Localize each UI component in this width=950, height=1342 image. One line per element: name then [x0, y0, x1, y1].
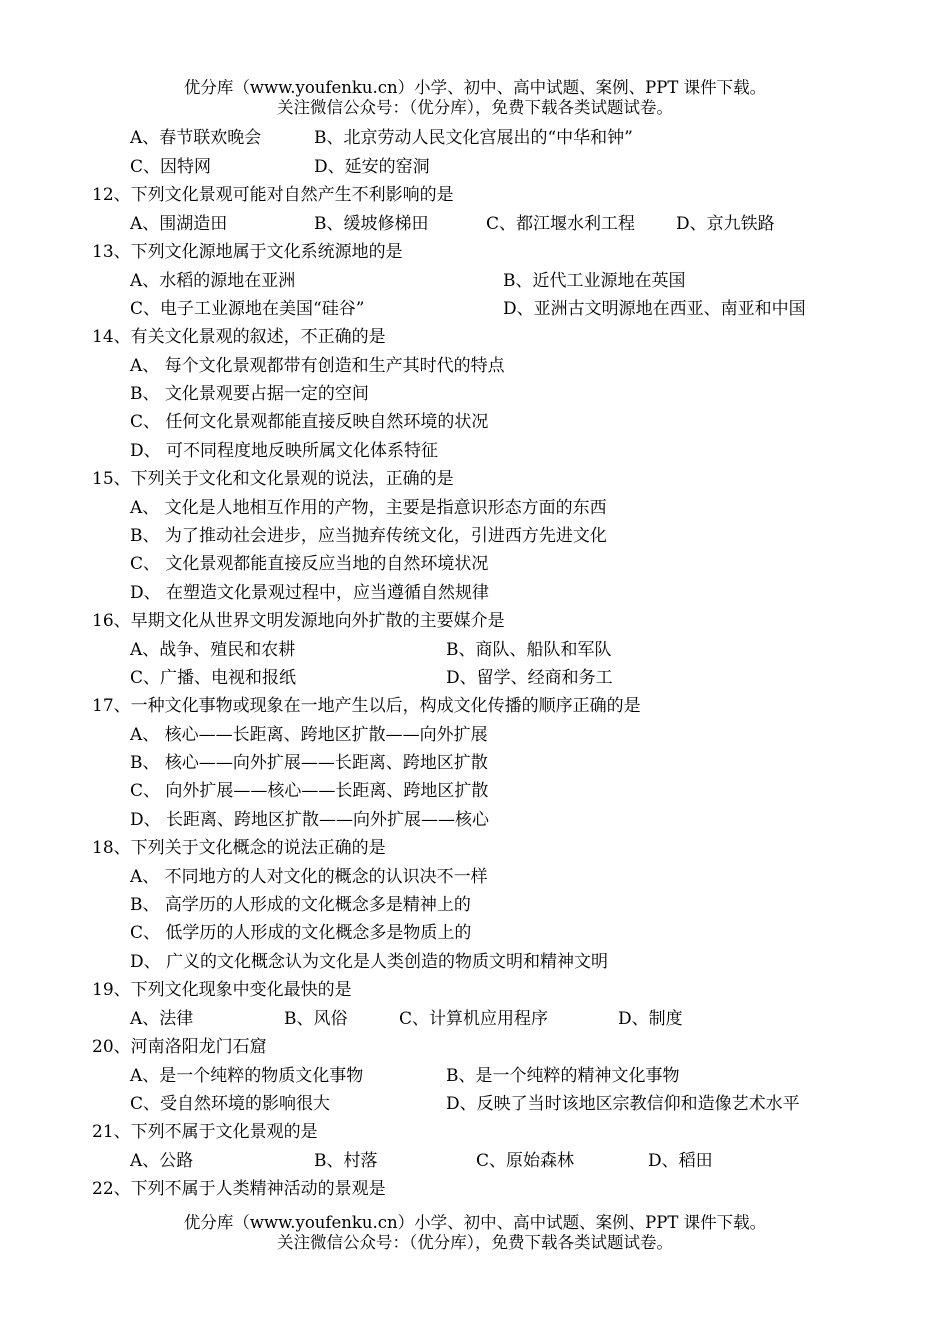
header-line-1: 优分库（www.youfenku.cn）小学、初中、高中试题、案例、PPT 课件下载。: [183, 78, 767, 97]
option-d: D、亚洲古文明源地在西亚、南亚和中国: [503, 299, 806, 319]
option-b: B、 高学历的人形成的文化概念多是精神上的: [130, 895, 471, 915]
option-b: B、村落: [314, 1151, 378, 1171]
option-a: A、是一个纯粹的物质文化事物: [130, 1066, 364, 1086]
option-d: D、延安的窑洞: [314, 157, 430, 177]
question-stem: 22、下列不属于人类精神活动的景观是: [92, 1179, 386, 1199]
option-a: A、 每个文化景观都带有创造和生产其时代的特点: [130, 356, 505, 376]
option-a: A、春节联欢晚会: [130, 128, 262, 148]
footer-line-1: 优分库（www.youfenku.cn）小学、初中、高中试题、案例、PPT 课件下载。: [183, 1213, 767, 1232]
option-a: A、 文化是人地相互作用的产物，主要是指意识形态方面的东西: [130, 498, 607, 518]
option-a: A、 不同地方的人对文化的概念的认识决不一样: [130, 867, 488, 887]
option-a: A、水稻的源地在亚洲: [130, 271, 296, 291]
option-c: C、 文化景观都能直接反应当地的自然环境状况: [130, 554, 489, 574]
option-b: B、 核心——向外扩展——长距离、跨地区扩散: [130, 753, 488, 773]
option-b: B、北京劳动人民文化宫展出的“中华和钟”: [314, 128, 633, 148]
option-b: B、 为了推动社会进步，应当抛弃传统文化，引进西方先进文化: [130, 526, 607, 546]
option-b: B、缓坡修梯田: [314, 214, 429, 234]
option-c: C、都江堰水利工程: [486, 214, 636, 234]
option-c: C、因特网: [130, 157, 212, 177]
option-c: C、 低学历的人形成的文化概念多是物质上的: [130, 923, 472, 943]
option-d: D、 广义的文化概念认为文化是人类创造的物质文明和精神文明: [130, 952, 609, 972]
option-d: D、 可不同程度地反映所属文化体系特征: [130, 441, 439, 461]
option-c: C、电子工业源地在美国“硅谷”: [130, 299, 365, 319]
option-b: B、近代工业源地在英国: [503, 271, 686, 291]
option-a: A、法律: [130, 1009, 194, 1029]
question-stem: 14、有关文化景观的叙述，不正确的是: [92, 327, 386, 347]
option-d: D、 在塑造文化景观过程中，应当遵循自然规律: [130, 583, 490, 603]
option-a: A、战争、殖民和农耕: [130, 640, 296, 660]
question-stem: 12、下列文化景观可能对自然产生不利影响的是: [92, 185, 454, 205]
option-d: D、 长距离、跨地区扩散——向外扩展——核心: [130, 810, 490, 830]
question-stem: 18、下列关于文化概念的说法正确的是: [92, 838, 386, 858]
question-stem: 20、河南洛阳龙门石窟: [92, 1037, 267, 1057]
option-c: C、 任何文化景观都能直接反映自然环境的状况: [130, 412, 489, 432]
option-d: D、反映了当时该地区宗教信仰和造像艺术水平: [446, 1094, 800, 1114]
question-stem: 13、下列文化源地属于文化系统源地的是: [92, 242, 403, 262]
option-c: C、广播、电视和报纸: [130, 668, 297, 688]
option-d: D、京九铁路: [676, 214, 775, 234]
option-c: C、 向外扩展——核心——长距离、跨地区扩散: [130, 781, 489, 801]
option-b: B、是一个纯粹的精神文化事物: [446, 1066, 680, 1086]
option-c: C、原始森林: [476, 1151, 575, 1171]
option-a: A、公路: [130, 1151, 194, 1171]
option-d: D、稻田: [648, 1151, 713, 1171]
option-a: A、 核心——长距离、跨地区扩散——向外扩展: [130, 725, 488, 745]
footer-line-2: 关注微信公众号：（优分库），免费下载各类试题试卷。: [277, 1233, 673, 1252]
question-stem: 21、下列不属于文化景观的是: [92, 1122, 318, 1142]
option-d: D、制度: [618, 1009, 683, 1029]
option-b: B、 文化景观要占据一定的空间: [130, 384, 369, 404]
question-stem: 16、早期文化从世界文明发源地向外扩散的主要媒介是: [92, 611, 505, 631]
option-c: C、受自然环境的影响很大: [130, 1094, 331, 1114]
header-line-2: 关注微信公众号：（优分库），免费下载各类试题试卷。: [277, 98, 673, 117]
option-b: B、风俗: [284, 1009, 348, 1029]
option-b: B、商队、船队和军队: [446, 640, 612, 660]
option-c: C、计算机应用程序: [399, 1009, 549, 1029]
question-stem: 17、一种文化事物或现象在一地产生以后，构成文化传播的顺序正确的是: [92, 696, 641, 716]
option-d: D、留学、经商和务工: [446, 668, 613, 688]
option-a: A、围湖造田: [130, 214, 228, 234]
question-stem: 19、下列文化现象中变化最快的是: [92, 980, 352, 1000]
question-stem: 15、下列关于文化和文化景观的说法，正确的是: [92, 469, 454, 489]
